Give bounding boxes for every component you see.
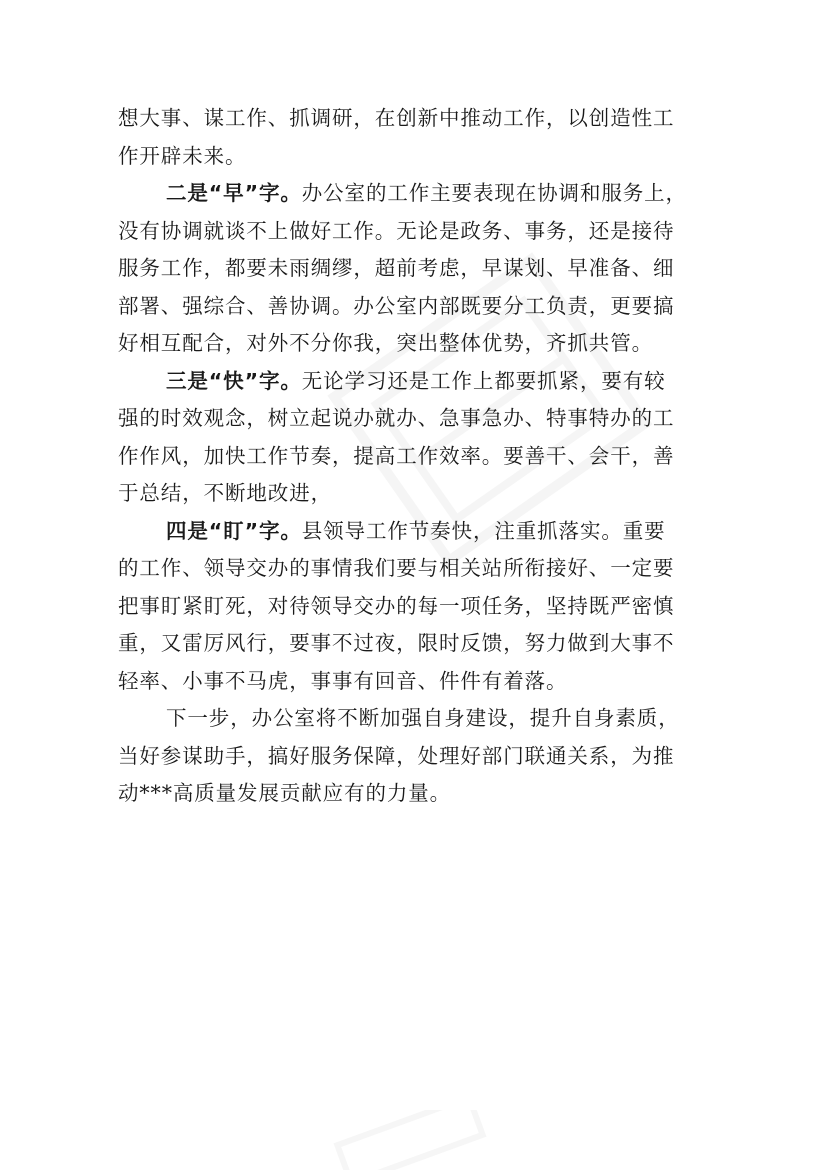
text-line: 没有协调就谈不上做好工作。无论是政务、事务，还是接待	[118, 218, 675, 243]
text-line	[118, 175, 718, 213]
paragraph-next-step	[118, 700, 718, 813]
bottom-watermark-icon	[330, 1110, 490, 1170]
text-span: 办公室的工作主要表现在协调和服务上，	[301, 181, 687, 205]
text-span: 无论学习还是工作上都要抓紧，要有较	[301, 368, 666, 393]
paragraph-early	[118, 175, 718, 363]
text-span: 县领导工作节奏快，注重抓落实。重要	[301, 518, 666, 543]
text-line: 轻率、小事不马虎，事事有回音、件件有着落。	[118, 668, 568, 693]
text-line: 强的时效观念，树立起说办就办、急事急办、特事特办的工	[118, 406, 675, 430]
text-line: 把事盯紧盯死，对待领导交办的每一项任务，坚持既严密慎	[118, 593, 675, 618]
paragraph-heading: 三是“快”字。	[166, 368, 302, 393]
text-line: 好相互配合，对外不分你我，突出整体优势，齐抓共管。	[118, 331, 653, 355]
text-line: 作作风，加快工作节奏，提高工作效率。要善干、会干，善	[118, 443, 675, 468]
document-body	[118, 100, 718, 813]
text-line	[118, 363, 718, 401]
text-line: 重，又雷厉风行，要事不过夜，限时反馈，努力做到大事不	[118, 631, 675, 655]
text-line: 部署、强综合、善协调。办公室内部既要分工负责，更要搞	[118, 293, 675, 318]
text-line: 想大事、谋工作、抓调研，在创新中推动工作，以创造性工	[118, 106, 675, 130]
text-line: 服务工作，都要未雨绸缪，超前考虑，早谋划、早准备、细	[118, 256, 675, 280]
paragraph-fast	[118, 363, 718, 513]
paragraph-heading: 四是“盯”字。	[166, 518, 302, 543]
text-line: 作开辟未来。	[118, 143, 247, 168]
text-line	[118, 513, 718, 551]
text-line: 当好参谋助手，搞好服务保障，处理好部门联通关系，为推	[118, 743, 675, 768]
paragraph-watch	[118, 513, 718, 701]
text-line: 于总结，不断地改进，	[118, 481, 332, 505]
text-line: 下一步，办公室将不断加强自身建设，提升自身素质，	[166, 706, 680, 730]
paragraph-heading: 二是“早”字。	[166, 181, 302, 205]
text-line: 的工作、领导交办的事情我们要与相关站所衔接好、一定要	[118, 556, 675, 580]
paragraph-continuation	[118, 100, 718, 175]
text-line: 动***高质量发展贡献应有的力量。	[118, 781, 452, 805]
